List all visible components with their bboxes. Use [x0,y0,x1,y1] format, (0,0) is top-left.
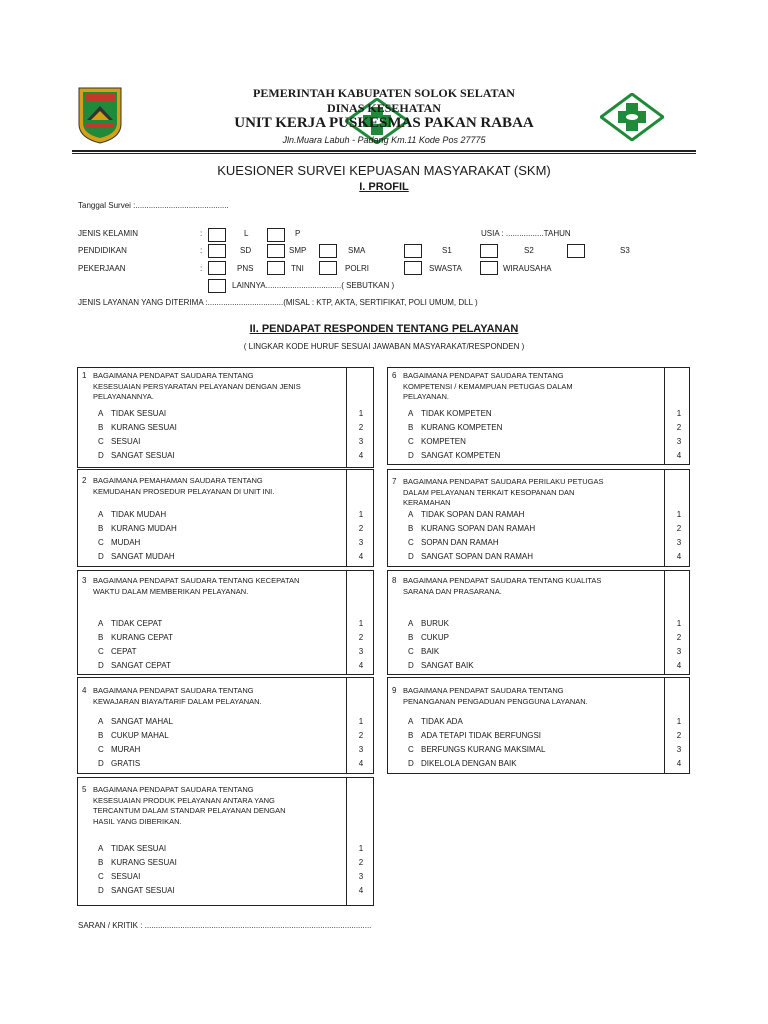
option-code[interactable]: D [408,661,414,670]
option-score: 2 [676,633,682,642]
option-label[interactable]: GRATIS [111,759,141,768]
gender-p-label: P [295,229,301,238]
gender-l-checkbox[interactable] [208,228,226,242]
question-text-line: BAGAIMANA PENDAPAT SAUDARA TENTANG [93,785,254,794]
question-text-line: KEMUDAHAN PROSEDUR PELAYANAN DI UNIT INI. [93,486,275,496]
option-code[interactable]: B [408,731,414,740]
option-label[interactable]: DIKELOLA DENGAN BAIK [421,759,517,768]
question-text-line: BAGAIMANA PENDAPAT SAUDARA TENTANG [403,686,564,695]
option-code[interactable]: A [408,409,414,418]
question-text-line: BAGAIMANA PENDAPAT SAUDARA PERILAKU PETUGAS [403,477,604,486]
option-code[interactable]: A [98,717,104,726]
option-score: 2 [676,731,682,740]
edu-s1-label: S1 [442,246,452,255]
question-box [77,367,374,468]
option-label[interactable]: TIDAK SOPAN DAN RAMAH [421,510,525,519]
question-text-line: KOMPETENSI / KEMAMPUAN PETUGAS DALAM [403,381,573,391]
question-number: 4 [82,686,87,695]
score-column-divider [346,778,347,905]
option-label[interactable]: SANGAT BAIK [421,661,474,670]
edu-sma-checkbox[interactable] [319,244,337,258]
score-column-divider [664,678,665,773]
question-number: 3 [82,576,87,585]
question-text-line: BAGAIMANA PENDAPAT SAUDARA TENTANG KECEPATAN [93,576,300,585]
score-column-divider [664,470,665,566]
option-score: 1 [358,844,364,853]
option-score: 1 [676,510,682,519]
question-box [77,677,374,774]
option-score: 4 [358,552,364,561]
option-code[interactable]: C [98,538,104,547]
score-column-divider [346,678,347,773]
job-swasta-checkbox[interactable] [404,261,422,275]
question-box [387,469,690,567]
option-score: 3 [358,538,364,547]
option-label[interactable]: TIDAK ADA [421,717,463,726]
address-line: Jln.Muara Labuh - Padang Km.11 Kode Pos 27775 [282,135,486,145]
age-field[interactable]: USIA : .................TAHUN [481,229,571,238]
question-box [77,469,374,567]
question-text [403,477,603,509]
gender-label: JENIS KELAMIN [78,229,139,238]
option-score: 4 [676,451,682,460]
option-code[interactable]: C [98,647,104,656]
question-text-line: PELAYANANNYA. [93,392,154,401]
edu-s2-label: S2 [524,246,534,255]
option-code[interactable]: C [98,872,104,881]
option-code[interactable]: A [408,619,414,628]
option-label[interactable]: TIDAK SESUAI [111,844,167,853]
option-code[interactable]: C [408,745,414,754]
option-label[interactable]: BURUK [421,619,450,628]
question-number: 7 [392,477,397,486]
edu-s3-checkbox[interactable] [567,244,585,258]
option-score: 4 [676,661,682,670]
job-other-checkbox[interactable] [208,279,226,293]
question-number: 6 [392,371,397,380]
option-label[interactable]: KURANG CEPAT [111,633,173,642]
option-label[interactable]: ADA TETAPI TIDAK BERFUNGSI [421,731,542,740]
question-text-line: PELAYANAN. [403,392,449,401]
option-label[interactable]: CEPAT [111,647,137,656]
option-label[interactable]: CUKUP [421,633,450,642]
option-label[interactable]: KURANG SESUAI [111,858,177,867]
option-code[interactable]: B [98,524,104,533]
option-code[interactable]: C [408,647,414,656]
score-column-divider [346,571,347,674]
option-label[interactable]: SANGAT SESUAI [111,451,175,460]
question-text-line: PENANGANAN PENGADUAN PENGGUNA LAYANAN. [403,696,588,706]
option-score: 3 [676,745,682,754]
option-code[interactable]: D [98,759,104,768]
option-code[interactable]: B [408,423,414,432]
question-number: 8 [392,576,397,585]
question-text [93,686,262,707]
question-text-line: BAGAIMANA PENDAPAT SAUDARA TENTANG KUALITAS [403,576,602,585]
option-score: 1 [358,510,364,519]
question-text-line: BAGAIMANA PENDAPAT SAUDARA TENTANG [403,371,564,380]
question-text [93,371,301,403]
job-tni-label: TNI [291,264,304,273]
option-code[interactable]: A [408,717,414,726]
option-code[interactable]: D [408,759,414,768]
question-number: 5 [82,785,87,794]
question-text-line: KESESUAIAN PRODUK PELAYANAN ANTARA YANG [93,795,275,805]
option-label[interactable]: SANGAT MAHAL [111,717,173,726]
option-score: 1 [358,717,364,726]
option-label[interactable]: SANGAT CEPAT [111,661,171,670]
question-text-line: BAGAIMANA PENDAPAT SAUDARA TENTANG [93,686,254,695]
option-code[interactable]: D [98,451,104,460]
question-text-line: TERCANTUM DALAM STANDAR PELAYANAN DENGAN [93,806,286,815]
edu-sma-label: SMA [348,246,366,255]
option-score: 4 [358,661,364,670]
edu-s1-checkbox[interactable] [404,244,422,258]
question-text [93,576,299,597]
option-score: 2 [358,633,364,642]
option-score: 2 [358,524,364,533]
option-code[interactable]: D [408,552,414,561]
option-label[interactable]: SANGAT MUDAH [111,552,175,561]
option-score: 3 [358,437,364,446]
colon: : [200,229,203,238]
option-score: 3 [358,647,364,656]
question-number: 9 [392,686,397,695]
option-code[interactable]: A [98,510,104,519]
option-score: 3 [358,872,364,881]
question-box [77,570,374,675]
option-score: 4 [676,759,682,768]
option-score: 4 [676,552,682,561]
option-label[interactable]: KURANG MUDAH [111,524,177,533]
option-score: 1 [676,619,682,628]
option-code[interactable]: A [98,409,104,418]
question-text-line: SARANA DAN PRASARANA. [403,586,502,596]
option-score: 4 [358,451,364,460]
header-divider [72,150,696,152]
survey-date-field[interactable]: Tanggal Survei :.......................................... [78,201,229,210]
option-score: 2 [358,731,364,740]
option-code[interactable]: B [98,731,104,740]
option-code[interactable]: B [98,858,104,867]
job-wirausaha-checkbox[interactable] [480,261,498,275]
health-cross-logo-icon [600,93,664,141]
option-label[interactable]: SANGAT SOPAN DAN RAMAH [421,552,534,561]
option-score: 2 [676,524,682,533]
question-text [93,785,286,827]
option-score: 1 [676,717,682,726]
option-label[interactable]: TIDAK SESUAI [111,409,167,418]
department-name: DINAS KESEHATAN [327,101,441,115]
colon: : [200,264,203,273]
job-wirausaha-label: WIRAUSAHA [503,264,552,273]
job-other-field[interactable]: LAINNYA..................................( SEBUTKAN ) [232,281,395,290]
option-score: 3 [676,437,682,446]
option-label[interactable]: KURANG SESUAI [111,423,177,432]
service-type-field[interactable]: JENIS LAYANAN YANG DITERIMA :..................................(MISAL : KTP, AKTA, SERTIFIKAT, POLI UMUM, DLL ) [78,298,478,307]
option-code[interactable]: B [98,423,104,432]
regency-emblem-icon [77,86,123,144]
option-label[interactable]: TIDAK CEPAT [111,619,163,628]
edu-s2-checkbox[interactable] [480,244,498,258]
question-box [77,777,374,906]
education-label: PENDIDIKAN [78,246,127,255]
edu-sd-checkbox[interactable] [208,244,226,258]
question-text [403,686,588,707]
question-text-line: BAGAIMANA PEMAHAMAN SAUDARA TENTANG [93,476,263,485]
score-column-divider [664,368,665,464]
unit-name: UNIT KERJA PUSKESMAS PAKAN RABAA [234,115,534,131]
option-label[interactable]: KOMPETEN [421,437,466,446]
question-text-line: HASIL YANG DIBERIKAN. [93,816,182,826]
option-label[interactable]: CUKUP MAHAL [111,731,169,740]
section-heading-opinion: II. PENDAPAT RESPONDEN TENTANG PELAYANAN [249,323,519,335]
option-label[interactable]: TIDAK MUDAH [111,510,167,519]
edu-smp-label: SMP [289,246,307,255]
option-code[interactable]: C [98,437,104,446]
section-heading-profil: I. PROFIL [359,181,409,193]
option-score: 1 [676,409,682,418]
option-label[interactable]: KURANG SOPAN DAN RAMAH [421,524,536,533]
option-label[interactable]: KURANG KOMPETEN [421,423,503,432]
job-swasta-label: SWASTA [429,264,462,273]
option-score: 2 [676,423,682,432]
question-text-line: DALAM PELAYANAN TERKAIT KESOPANAN DAN [403,487,575,497]
question-number: 2 [82,476,87,485]
option-score: 3 [676,647,682,656]
option-label[interactable]: SESUAI [111,437,141,446]
option-code[interactable]: D [98,886,104,895]
option-label[interactable]: BERFUNGS KURANG MAKSIMAL [421,745,546,754]
option-code[interactable]: C [408,437,414,446]
header-divider-thin [72,153,696,154]
edu-smp-checkbox[interactable] [267,244,285,258]
option-score: 2 [358,423,364,432]
question-text [403,371,573,403]
option-label[interactable]: SOPAN DAN RAMAH [421,538,499,547]
question-number: 1 [82,371,87,380]
option-code[interactable]: D [98,552,104,561]
suggestion-field[interactable]: SARAN / KRITIK : ...................................................................................................... [78,921,372,930]
gender-p-checkbox[interactable] [267,228,285,242]
option-score: 1 [358,409,364,418]
government-name: PEMERINTAH KABUPATEN SOLOK SELATAN [253,86,515,100]
question-text-line: KEWAJARAN BIAYA/TARIF DALAM PELAYANAN. [93,696,262,706]
colon: : [200,246,203,255]
score-column-divider [664,571,665,674]
score-column-divider [346,368,347,467]
job-pns-checkbox[interactable] [208,261,226,275]
edu-sd-label: SD [240,246,252,255]
option-score: 3 [358,745,364,754]
question-text-line: WAKTU DALAM MEMBERIKAN PELAYANAN. [93,586,249,596]
option-code[interactable]: D [98,661,104,670]
job-polri-checkbox[interactable] [319,261,337,275]
question-text [403,576,601,597]
option-score: 1 [358,619,364,628]
question-text-line: BAGAIMANA PENDAPAT SAUDARA TENTANG [93,371,254,380]
job-polri-label: POLRI [345,264,370,273]
score-column-divider [346,470,347,566]
option-label[interactable]: MURAH [111,745,141,754]
option-score: 4 [358,759,364,768]
option-label[interactable]: SANGAT SESUAI [111,886,175,895]
question-box [387,677,690,774]
option-code[interactable]: B [408,633,414,642]
job-pns-label: PNS [237,264,254,273]
section-instruction: ( LINGKAR KODE HURUF SESUAI JAWABAN MASYARAKAT/RESPONDEN ) [243,342,525,351]
document-title: KUESIONER SURVEI KEPUASAN MASYARAKAT (SKM) [217,163,551,178]
option-code[interactable]: A [408,510,414,519]
question-text [93,476,274,497]
option-score: 4 [358,886,364,895]
option-score: 2 [358,858,364,867]
question-text-line: KERAMAHAN [403,498,451,507]
gender-l-label: L [244,229,249,238]
option-code[interactable]: C [408,538,414,547]
job-tni-checkbox[interactable] [267,261,285,275]
option-label[interactable]: SESUAI [111,872,141,881]
option-code[interactable]: D [408,451,414,460]
option-label[interactable]: BAIK [421,647,440,656]
option-score: 3 [676,538,682,547]
option-code[interactable]: B [408,524,414,533]
question-text-line: KESESUAIAN PERSYARATAN PELAYANAN DENGAN JENIS [93,381,301,391]
occupation-label: PEKERJAAN [78,264,126,273]
option-label[interactable]: SANGAT KOMPETEN [421,451,501,460]
question-box [387,367,690,465]
question-box [387,570,690,675]
option-label[interactable]: TIDAK KOMPETEN [421,409,492,418]
option-label[interactable]: MUDAH [111,538,141,547]
option-code[interactable]: A [98,619,104,628]
edu-s3-label: S3 [620,246,630,255]
option-code[interactable]: C [98,745,104,754]
option-code[interactable]: B [98,633,104,642]
option-code[interactable]: A [98,844,104,853]
